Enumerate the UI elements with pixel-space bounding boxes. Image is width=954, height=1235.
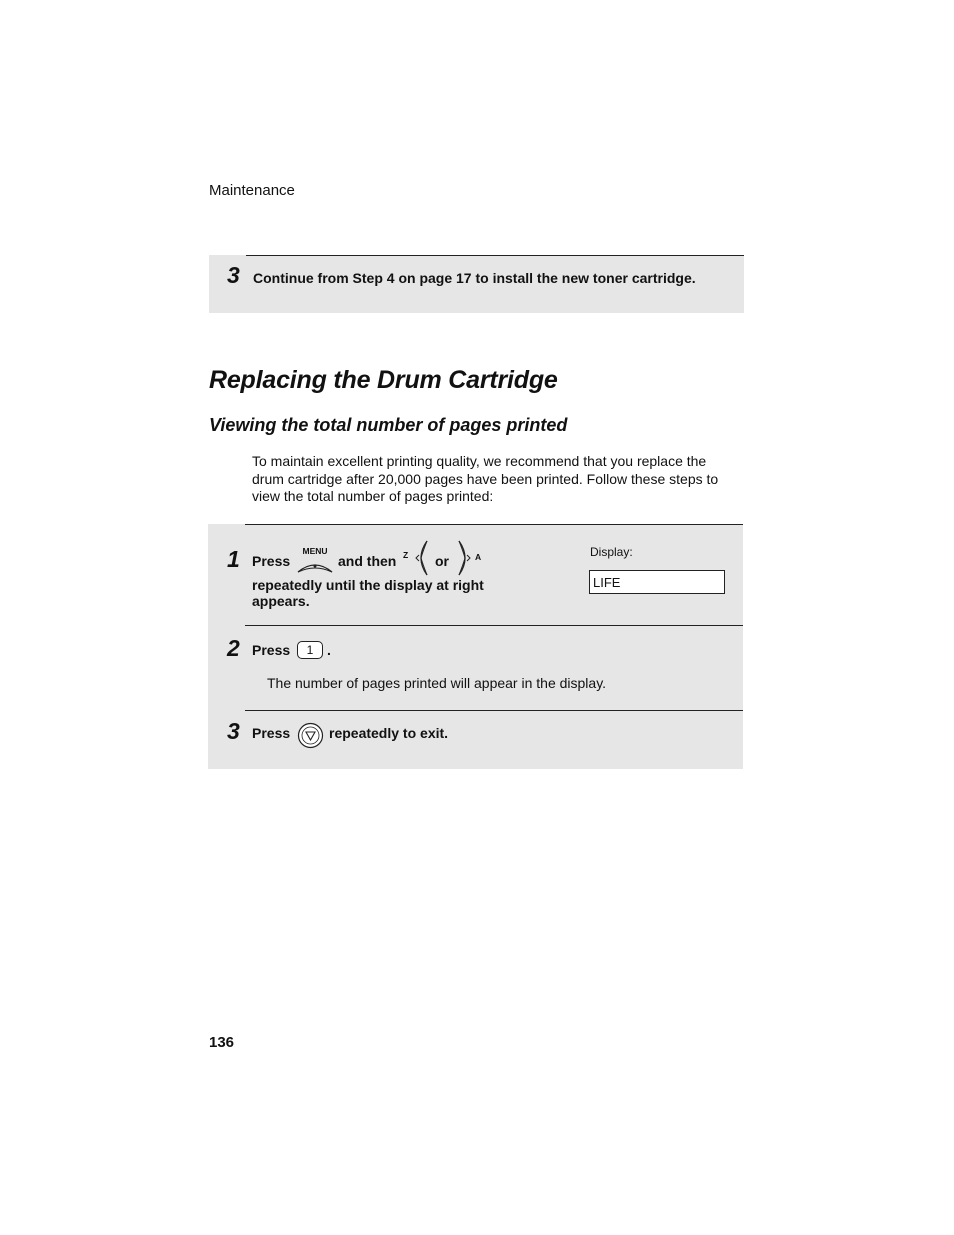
step-divider: [245, 710, 743, 711]
or-label: or: [435, 553, 449, 569]
page-number: 136: [209, 1034, 235, 1051]
right-key-letter: A: [475, 552, 482, 562]
menu-key-icon: [296, 547, 334, 575]
left-arrow-key-icon: [411, 539, 431, 577]
step-press-label: Press: [252, 725, 291, 741]
display-label: Display:: [590, 545, 633, 559]
menu-key-label: MENU: [302, 546, 328, 556]
step-note: The number of pages printed will appear in the display.: [267, 675, 607, 691]
number-key-icon: [297, 641, 323, 659]
stop-key-icon: [297, 722, 324, 749]
step-number: 1: [227, 546, 240, 572]
and-then-label: and then: [338, 553, 397, 569]
number-key-label: 1: [297, 641, 323, 659]
step-number: 3: [227, 718, 240, 744]
step-divider: [245, 625, 743, 626]
step-divider: [245, 524, 743, 525]
left-key-letter: Z: [403, 550, 409, 560]
step-divider: [246, 255, 744, 256]
step-period: .: [327, 642, 331, 658]
step-number: 3: [227, 262, 240, 288]
step-text-line: repeatedly until the display at right: [252, 577, 484, 593]
intro-paragraph: To maintain excellent printing quality, we recommend that you replace the drum cartridge after 20,000 pages have been printed. Follow these steps to view the total number of pages printed:: [252, 453, 719, 504]
step-text: Continue from Step 4 on page 17 to install the new toner cartridge.: [253, 270, 696, 286]
step-text: repeatedly to exit.: [329, 725, 449, 741]
section-title: Replacing the Drum Cartridge: [209, 366, 558, 394]
running-header: Maintenance: [209, 182, 295, 199]
step-text-line: appears.: [252, 593, 310, 609]
right-arrow-key-icon: [455, 539, 475, 577]
display-readout: LIFE: [589, 570, 725, 594]
step-press-label: Press: [252, 642, 291, 658]
step-number: 2: [227, 635, 240, 661]
subsection-title: Viewing the total number of pages printed: [209, 415, 568, 435]
step-press-label: Press: [252, 553, 291, 569]
